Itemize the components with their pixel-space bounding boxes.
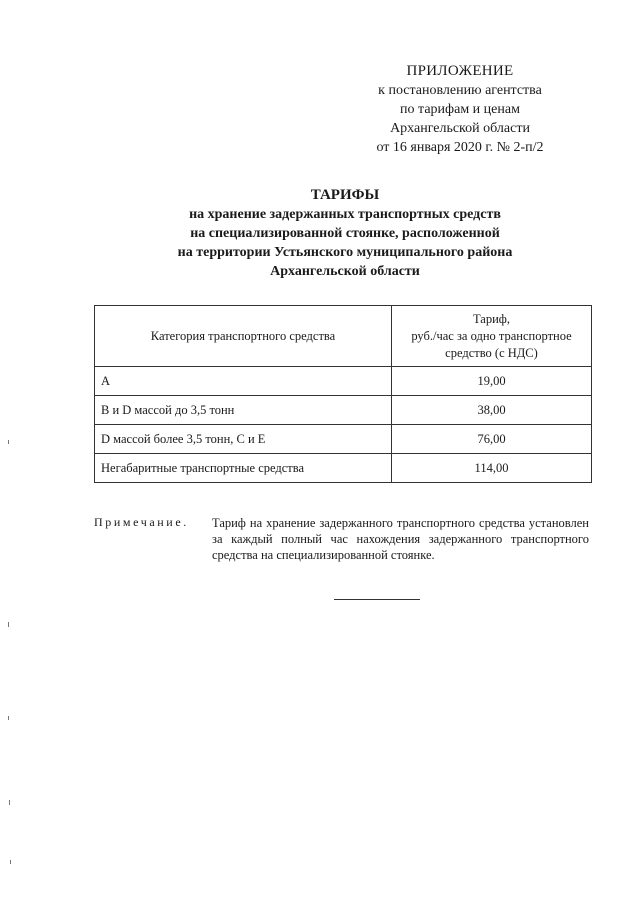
row-tariff: 38,00 [392, 396, 592, 425]
header-category: Категория транспортного средства [95, 306, 392, 367]
table-row [95, 425, 592, 454]
table-row [95, 396, 592, 425]
tariff-table [94, 305, 592, 483]
row-tariff: 114,00 [392, 454, 592, 483]
scan-speck [8, 622, 9, 627]
scan-speck [8, 716, 9, 720]
document-title: ТАРИФЫ [310, 187, 380, 203]
row-tariff: 76,00 [392, 425, 592, 454]
document-title-block [100, 186, 590, 281]
scan-speck [10, 860, 11, 864]
appendix-date-line: от 16 января 2020 г. № 2-п/2 [376, 140, 544, 155]
header-tariff-line: средство (с НДС) [445, 345, 538, 360]
header-tariff [392, 306, 592, 367]
appendix-line: по тарифам и ценам [400, 102, 520, 117]
note-text: Тариф на хранение задержанного транспортного средства установлен за каждый полный час нахождения задержанного транспортного средства на специализированной стоянке. [212, 516, 589, 562]
note-label: Примечание. [94, 515, 189, 529]
row-category: Негабаритные транспортные средства [95, 454, 392, 483]
table-header-row [95, 306, 592, 367]
scan-speck [8, 440, 9, 444]
appendix-block [360, 62, 560, 157]
row-category: А [95, 367, 392, 396]
title-subline: на территории Устьянского муниципального района [177, 245, 513, 260]
header-tariff-line: Тариф, [472, 311, 511, 326]
row-category: D массой более 3,5 тонн, С и Е [95, 425, 392, 454]
title-subline: Архангельской области [270, 264, 420, 279]
appendix-line: Архангельской области [390, 121, 530, 136]
title-subline: на хранение задержанных транспортных средств [189, 207, 501, 222]
title-subline: на специализированной стоянке, расположенной [190, 226, 500, 241]
header-tariff-line: руб./час за одно транспортное [411, 328, 572, 343]
scan-speck [9, 800, 10, 805]
row-tariff: 19,00 [392, 367, 592, 396]
table-row [95, 367, 592, 396]
appendix-line: к постановлению агентства [378, 83, 542, 98]
table-row [95, 454, 592, 483]
appendix-heading: ПРИЛОЖЕНИЕ [406, 63, 514, 79]
closing-rule [334, 599, 420, 600]
row-category: В и D массой до 3,5 тонн [95, 396, 392, 425]
